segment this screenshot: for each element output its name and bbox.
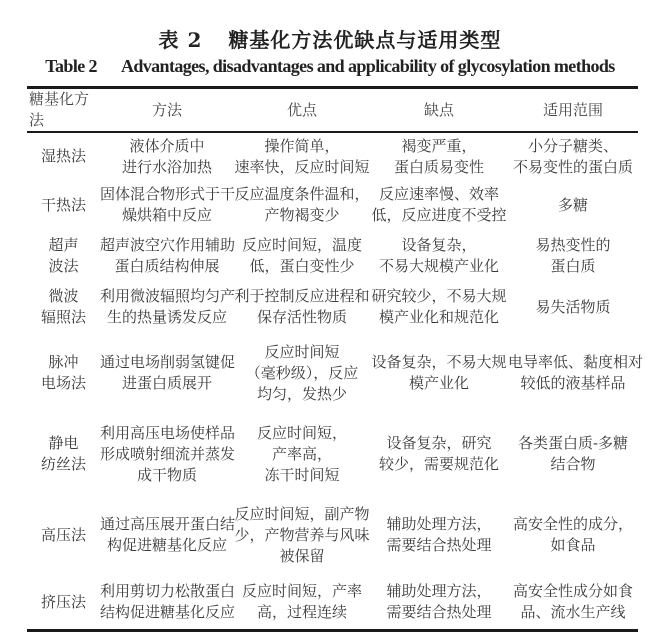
cell-glycosylation-method (27, 576, 100, 630)
cell-method (100, 132, 234, 180)
cell-text-line: 辐照法 (40, 308, 86, 326)
cell-method (100, 576, 234, 630)
cell-method (100, 414, 234, 494)
cell-text-line: 利用剪切力松散蛋白 (100, 582, 236, 601)
cell-text-line: 通过高压展开蛋白结 (100, 515, 236, 533)
cell-text-line: 低，蛋白变性少 (249, 257, 355, 275)
cell-text-line: （毫秒级），反应 (245, 363, 359, 382)
table-number-cn: 表 2 (158, 28, 203, 52)
cell-text-line: 反应时间短，副产物 (234, 504, 370, 523)
cell-text-line: 产物褐变少 (264, 206, 340, 224)
cell-text-line: 设备复杂， (401, 236, 477, 254)
cell-text-line: 高，过程连续 (256, 603, 347, 622)
cell-text-line: 电导率低、黏度相对 (508, 353, 644, 371)
cell-advantages (234, 282, 370, 332)
glycosylation-methods-table (27, 86, 644, 632)
cell-text-line: 需要结合热处理 (386, 536, 492, 554)
table-row (27, 132, 638, 180)
cell-advantages (234, 180, 370, 230)
table-caption-en: Advantages, disadvantages and applicability of glycosylation methods (120, 56, 615, 76)
cell-text-line: 生的热量诱发反应 (106, 308, 227, 326)
cell-text-line: 易失活物质 (535, 297, 611, 316)
cell-text-line: 模产业化 (408, 374, 469, 392)
cell-glycosylation-method (27, 132, 100, 180)
cell-text-line: 少，产物营养与风味 (234, 525, 370, 544)
cell-text-line: 反应时间短，产率 (241, 582, 362, 601)
table-row (27, 414, 638, 494)
cell-text-line: 操作简单， (264, 136, 340, 155)
cell-applicability (508, 332, 644, 414)
table-row (27, 230, 638, 282)
cell-text-line: 燥烘箱中反应 (121, 206, 212, 224)
cell-text-line: 结合物 (550, 455, 596, 473)
cell-method (100, 230, 234, 282)
cell-text-line: 超声波空穴作用辅助 (100, 236, 236, 254)
cell-text-line: 干热法 (40, 195, 86, 214)
table-caption-cn: 糖基化方法优缺点与适用类型 (228, 28, 502, 52)
cell-text-line: 如食品 (550, 536, 596, 554)
cell-glycosylation-method (27, 332, 100, 414)
cell-text-line: 冻干时间短 (264, 465, 340, 484)
cell-text-line: 高安全性成分如食 (512, 582, 633, 601)
cell-glycosylation-method (27, 180, 100, 230)
cell-advantages (234, 494, 370, 576)
table-row (27, 332, 638, 414)
table-title-en (0, 56, 660, 77)
cell-text-line: 利用微波辐照均匀产 (100, 287, 236, 305)
cell-glycosylation-method (27, 414, 100, 494)
table-row (27, 180, 638, 230)
cell-text-line: 反应时间短，温度 (241, 236, 362, 254)
cell-text-line: 被保留 (279, 546, 325, 565)
cell-text-line: 蛋白质 (550, 257, 596, 275)
cell-text-line: 反应时间短， (256, 423, 347, 442)
cell-disadvantages (370, 494, 508, 576)
cell-applicability (508, 230, 638, 282)
cell-method (100, 494, 234, 576)
cell-disadvantages (370, 332, 508, 414)
cell-text-line: 反应速率慢、效率 (378, 185, 499, 203)
cell-text-line: 挤压法 (40, 592, 86, 611)
cell-text-line: 不易大规模产业化 (378, 257, 499, 275)
cell-text-line: 多糖 (557, 195, 588, 214)
cell-text-line: 利于控制反应进程和 (234, 287, 370, 305)
table-row (27, 282, 638, 332)
cell-text-line: 速率快，反应时间短 (234, 157, 370, 176)
cell-text-line: 进蛋白质展开 (121, 374, 212, 392)
cell-text-line: 超声 (48, 236, 79, 254)
table-row (27, 576, 638, 630)
cell-text-line: 辅助处理方法， (386, 515, 492, 533)
cell-text-line: 静电 (48, 434, 79, 452)
cell-disadvantages (370, 414, 508, 494)
cell-text-line: 成干物质 (136, 465, 197, 484)
cell-text-line: 利用高压电场使样品 (100, 423, 236, 442)
cell-text-line: 通过电场削弱氢键促 (100, 353, 236, 371)
table-number-en: Table 2 (45, 56, 97, 76)
cell-text-line: 各类蛋白质-多糖 (517, 434, 629, 452)
cell-applicability (508, 282, 638, 332)
cell-text-line: 均匀，发热少 (256, 384, 347, 403)
cell-text-line: 保存活性物质 (256, 308, 347, 326)
table-title-cn (0, 24, 660, 53)
cell-advantages (234, 414, 370, 494)
cell-text-line: 蛋白质易变性 (393, 157, 484, 176)
cell-text-line: 波法 (48, 257, 79, 275)
cell-text-line: 液体介质中 (129, 136, 205, 155)
cell-text-line: 反应时间短 (264, 342, 340, 361)
cell-applicability (508, 132, 638, 180)
cell-text-line: 电场法 (40, 374, 86, 392)
cell-text-line: 形成喷射细流并蒸发 (100, 444, 236, 463)
cell-disadvantages (370, 576, 508, 630)
cell-disadvantages (370, 230, 508, 282)
cell-advantages (234, 576, 370, 630)
cell-method (100, 332, 234, 414)
cell-text-line: 褐变严重， (401, 136, 477, 155)
table-row (27, 494, 638, 576)
cell-text-line: 构促进糖基化反应 (106, 536, 227, 554)
cell-text-line: 模产业化和规范化 (378, 308, 499, 326)
cell-text-line: 较少，需要规范化 (378, 455, 499, 473)
header-advantages: 优点 (286, 100, 317, 119)
cell-text-line: 研究较少，不易大规 (371, 287, 507, 305)
cell-text-line: 易热变性的 (535, 236, 611, 254)
cell-text-line: 辅助处理方法， (386, 582, 492, 601)
cell-text-line: 结构促进糖基化反应 (100, 603, 236, 622)
cell-text-line: 进行水浴加热 (121, 157, 212, 176)
cell-method (100, 282, 234, 332)
cell-text-line: 微波 (48, 287, 79, 305)
cell-disadvantages (370, 282, 508, 332)
cell-text-line: 反应温度条件温和， (234, 185, 370, 203)
cell-disadvantages (370, 132, 508, 180)
cell-method (100, 180, 234, 230)
header-glycosylation-method: 糖基化方法 (29, 90, 90, 129)
cell-glycosylation-method (27, 230, 100, 282)
cell-text-line: 湿热法 (40, 147, 86, 165)
header-method: 方法 (151, 100, 182, 119)
cell-text-line: 品、流水生产线 (520, 603, 626, 622)
cell-disadvantages (370, 180, 508, 230)
cell-applicability (508, 180, 638, 230)
table-header-row (27, 88, 638, 133)
cell-glycosylation-method (27, 494, 100, 576)
cell-text-line: 低，反应进度不受控 (371, 206, 507, 224)
cell-text-line: 小分子糖类、 (527, 136, 618, 155)
cell-text-line: 较低的液基样品 (520, 374, 626, 392)
cell-text-line: 高安全性的成分， (512, 515, 633, 533)
cell-applicability (508, 494, 638, 576)
cell-text-line: 固体混合物形式于干 (100, 185, 236, 203)
cell-text-line: 需要结合热处理 (386, 603, 492, 622)
cell-text-line: 设备复杂，不易大规 (371, 353, 507, 371)
header-applicability: 适用范围 (542, 100, 603, 119)
cell-text-line: 纺丝法 (40, 455, 86, 473)
cell-text-line: 不易变性的蛋白质 (512, 157, 633, 176)
cell-advantages (234, 332, 370, 414)
cell-applicability (508, 414, 638, 494)
cell-text-line: 产率高， (271, 444, 332, 463)
cell-advantages (234, 132, 370, 180)
cell-text-line: 蛋白质结构伸展 (114, 257, 220, 275)
cell-advantages (234, 230, 370, 282)
cell-applicability (508, 576, 638, 630)
cell-text-line: 设备复杂，研究 (386, 434, 492, 452)
cell-text-line: 高压法 (40, 525, 86, 544)
cell-text-line: 脉冲 (48, 353, 79, 371)
header-disadvantages: 缺点 (423, 100, 454, 119)
cell-glycosylation-method (27, 282, 100, 332)
